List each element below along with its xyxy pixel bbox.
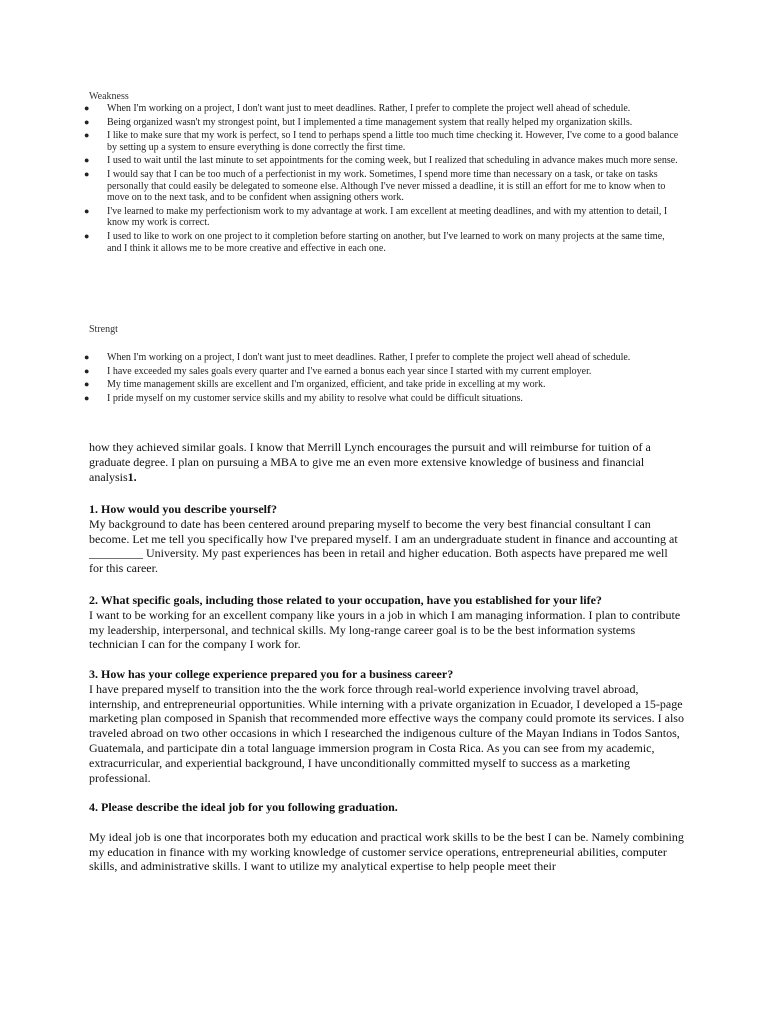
intro-bold-tail: 1. (127, 469, 137, 484)
question-heading: 3. How has your college experience prepared you for a business career? (89, 667, 454, 681)
bullet-icon: ● (84, 392, 90, 403)
bullet-icon: ● (84, 168, 90, 179)
qa-block-4 (89, 800, 684, 874)
list-item: ● I've learned to make my perfectionism work to my advantage at work. I am excellent at meeting deadlines, and with my attention to detail, I know my work is correct. (84, 205, 668, 229)
intro-paragraph (89, 440, 684, 484)
weakness-heading: Weakness (89, 91, 129, 102)
answer-paragraph: I want to be working for an excellent company like yours in a job in which I am managing information. I plan to contribute my leadership, interpersonal, and technical skills. My long-range career goal is to be the best information systems technician I can for the company I work for. (89, 607, 681, 652)
list-item: ● I like to make sure that my work is perfect, so I tend to perhaps spend a little too much time checking it. However, I've come to a good balance by setting up a system to ensure everything is done correctly the first time. (84, 130, 679, 153)
question-heading: 2. What specific goals, including those related to your occupation, have you established for your life? (89, 593, 602, 607)
bullet-icon: ● (84, 205, 90, 216)
list-item: ● When I'm working on a project, I don't want just to meet deadlines. Rather, I prefer to complete the project well ahead of schedule. (84, 103, 631, 114)
answer-paragraph: I have prepared myself to transition into the the work force through real-world experience involving travel abroad, internship, and entrepreneurial opportunities. While interning with a private organization in Ecuador, I developed a 15-page marketing plan composed in Spanish that recommended more effective ways the company could promote its services. I also traveled abroad on two other occasions in which I researched the indigenous culture of the Mayan Indians in Todos Santos, Guatemala, and participate din a total language immersion program in Costa Rica. As you can see from my academic, extracurricular, and experiential background, I have unconditionally committed myself to success as a marketing professional. (89, 681, 684, 785)
strength-list-wrap (84, 352, 679, 406)
bullet-icon: ● (84, 103, 90, 113)
qa-block-1 (89, 502, 684, 576)
strength-section (89, 323, 679, 336)
intro-text: how they achieved similar goals. I know that Merrill Lynch encourages the pursuit and will reimburse for tuition of a graduate degree. I plan on pursuing a MBA to give me an even more extensive knowledge of business and financial analysis (89, 440, 651, 484)
strength-list (84, 352, 679, 404)
strength-heading: Strengt (89, 324, 118, 335)
bullet-icon: ● (84, 230, 90, 241)
weakness-list (84, 103, 679, 254)
qa-block-3 (89, 667, 684, 785)
qa-block-2 (89, 593, 684, 652)
answer-paragraph: My ideal job is one that incorporates both my education and practical work skills to be the best I can be. Namely combining my education in finance with my working knowledge of customer service operations, entrepreneurial abilities, computer skills, and administrative skills. I want to utilize my analytical expertise to help people meet their (89, 829, 684, 874)
list-item: ● I would say that I can be too much of a perfectionist in my work. Sometimes, I spend more time than necessary on a task, or take on tasks personally that could easily be delegated to someone else. Although I've never missed a deadline, it is still an effort for me to know when to move on to the next task, and to be confident when assigning others work. (84, 168, 666, 204)
weakness-section (84, 90, 679, 256)
list-item: ● I used to like to work on one project to it completion before starting on another, but I've learned to work on many projects at the same time, and I think it allows me to be more creative and effective in each one. (84, 230, 665, 254)
bullet-icon: ● (84, 365, 90, 376)
bullet-icon: ● (84, 116, 90, 127)
bullet-icon: ● (84, 352, 90, 362)
list-item: ● My time management skills are excellent and I'm organized, efficient, and take pride in excelling at my work. (84, 379, 546, 391)
list-item: ● I used to wait until the last minute to set appointments for the coming week, but I realized that scheduling in advance makes much more sense. (84, 155, 678, 167)
list-item: ● Being organized wasn't my strongest point, but I implemented a time management system that really helped my organization skills. (84, 116, 633, 128)
bullet-icon: ● (84, 130, 90, 141)
question-heading: 1. How would you describe yourself? (89, 502, 278, 516)
answer-paragraph: My background to date has been centered around preparing myself to become the very best financial consultant I can become. Let me tell you specifically how I've prepared myself. I am an undergraduate student in finance and accounting at _________ University. My past experiences has been in retail and higher education. Both aspects have prepared me well for this career. (89, 516, 678, 576)
list-item: ● I have exceeded my sales goals every quarter and I've earned a bonus each year since I started with my current employer. (84, 365, 592, 377)
question-heading: 4. Please describe the ideal job for you following graduation. (89, 800, 398, 814)
list-item: ● I pride myself on my customer service skills and my ability to resolve what could be difficult situations. (84, 392, 523, 404)
list-item: ● When I'm working on a project, I don't want just to meet deadlines. Rather, I prefer to complete the project well ahead of schedule. (84, 352, 631, 363)
bullet-icon: ● (84, 379, 90, 390)
bullet-icon: ● (84, 155, 90, 166)
